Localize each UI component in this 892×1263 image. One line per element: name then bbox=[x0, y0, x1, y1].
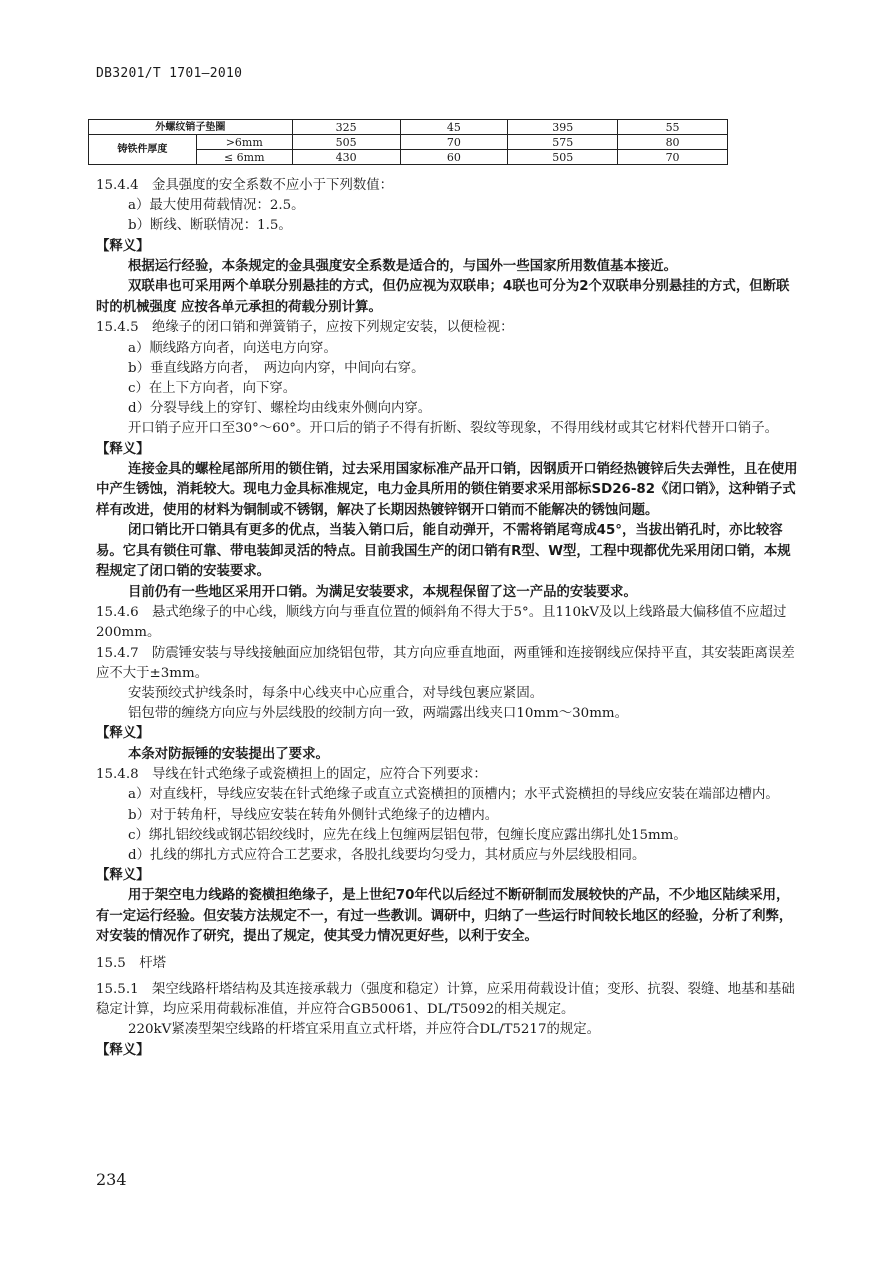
interpretation-paragraph: 本条对防振锤的安装提出了要求。 bbox=[128, 746, 329, 762]
list-item: b）断线、断联情况：1.5。 bbox=[128, 218, 292, 234]
list-item: a）对直线杆，导线应安装在针式绝缘子或直立式瓷横担的顶槽内；水平式瓷横担的导线应安装在端部边槽内。 bbox=[128, 787, 779, 803]
table-row bbox=[89, 120, 728, 135]
list-item: c）在上下方向者，向下穿。 bbox=[128, 380, 297, 396]
interpretation-paragraph: 用于架空电力线路的瓷横担绝缘子，是上世纪70年代以后经过不断研制而发展较快的产品，不少地区陆续采用，有一定运行经验。但安装方法规定不一，有过一些教训。调研中，归纳了一些运行时间较长地区的经验，分析了利弊，对安装的情况作了研究，提出了规定，使其受力情况更好些，以利于安全。 bbox=[96, 888, 793, 945]
page-number: 234 bbox=[96, 1170, 127, 1189]
interpretation-paragraph: 连接金具的螺栓尾部所用的锁住销，过去采用国家标准产品开口销，因钢质开口销经热镀锌后失去弹性，且在使用中产生锈蚀，消耗较大。现电力金具标准规定，电力金具所用的锁住销要求采用部标SD26-82《闭口销》，这种销子式样有改进，使用的材料为铜制或不锈钢，解决了长期因热镀锌钢开口销而不能解决的锈蚀问题。 bbox=[96, 461, 798, 518]
section-heading: 15.5 杆塔 bbox=[96, 955, 166, 971]
table-cell: 45 bbox=[400, 120, 508, 135]
table-cell: 70 bbox=[400, 135, 508, 150]
interpretation-tag: 【释义】 bbox=[96, 726, 150, 742]
list-item: d）扎线的绑扎方式应符合工艺要求，各股扎线要均匀受力，其材质应与外层线股相同。 bbox=[128, 847, 646, 863]
table-cell: 430 bbox=[292, 150, 400, 165]
body-paragraph: 220kV紧凑型架空线路的杆塔宜采用直立式杆塔，并应符合DL/T5217的规定。 bbox=[128, 1022, 601, 1038]
interpretation-paragraph: 根据运行经验，本条规定的金具强度安全系数是适合的，与国外一些国家所用数值基本接近。 bbox=[128, 258, 678, 274]
clause-heading: 15.4.5 绝缘子的闭口销和弹簧销子，应按下列规定安装，以便检视： bbox=[96, 320, 514, 336]
table-row bbox=[89, 135, 728, 150]
table-cell: 505 bbox=[292, 135, 400, 150]
interpretation-tag: 【释义】 bbox=[96, 441, 150, 457]
table-cell-sub: ≤ 6mm bbox=[196, 150, 292, 165]
interpretation-paragraph: 双联串也可采用两个单联分别悬挂的方式，但仍应视为双联串；4联也可分为2个双联串分别悬挂的方式，但断联时的机械强度 应按各单元承担的荷载分别计算。 bbox=[96, 279, 790, 315]
table-cell-label: 外螺纹销子垫圈 bbox=[89, 120, 293, 135]
table-cell: 505 bbox=[508, 150, 618, 165]
clause-heading: 15.4.6 悬式绝缘子的中心线，顺线方向与垂直位置的倾斜角不得大于5°。且110kV及以上线路最大偏移值不应超过200mm。 bbox=[96, 605, 787, 641]
body-paragraph: 铝包带的缠绕方向应与外层线股的绞制方向一致，两端露出线夹口10mm～30mm。 bbox=[128, 706, 628, 722]
table-cell: 55 bbox=[618, 120, 728, 135]
table-cell: 395 bbox=[508, 120, 618, 135]
interpretation-paragraph: 目前仍有一些地区采用开口销。为满足安装要求，本规程保留了这一产品的安装要求。 bbox=[128, 584, 637, 600]
list-item: c）绑扎铝绞线或钢芯铝绞线时，应先在线上包缠两层铝包带，包缠长度应露出绑扎处15mm。 bbox=[128, 827, 687, 843]
list-item: a）顺线路方向者，向送电方向穿。 bbox=[128, 340, 337, 356]
table-cell: 575 bbox=[508, 135, 618, 150]
document-id-header: DB3201/T 1701—2010 bbox=[96, 66, 243, 81]
clause-heading: 15.4.8 导线在针式绝缘子或瓷横担上的固定，应符合下列要求： bbox=[96, 767, 487, 783]
body-paragraph: 安装预绞式护线条时，每条中心线夹中心应重合，对导线包裹应紧固。 bbox=[128, 686, 544, 702]
interpretation-paragraph: 闭口销比开口销具有更多的优点，当装入销口后，能自动弹开，不需将销尾弯成45°，当拔出销孔时，亦比较容易。它具有锁住可靠、带电装卸灵活的特点。目前我国生产的闭口销有R型、W型，工程中现都优先采用闭口销，本规程规定了闭口销的安装要求。 bbox=[96, 523, 791, 580]
table-cell: 80 bbox=[618, 135, 728, 150]
table-cell: 325 bbox=[292, 120, 400, 135]
table-cell: 60 bbox=[400, 150, 508, 165]
clause-heading: 15.5.1 架空线路杆塔结构及其连接承载力（强度和稳定）计算，应采用荷载设计值；变形、抗裂、裂缝、地基和基础稳定计算，均应采用荷载标准值，并应符合GB50061、DL/T5092的相关规定。 bbox=[96, 982, 795, 1018]
table-cell-sub: >6mm bbox=[196, 135, 292, 150]
interpretation-tag: 【释义】 bbox=[96, 238, 150, 254]
body-paragraph: 开口销子应开口至30°～60°。开口后的销子不得有折断、裂纹等现象，不得用线材或其它材料代替开口销子。 bbox=[128, 421, 779, 437]
spec-table bbox=[88, 119, 728, 165]
clause-heading: 15.4.4 金具强度的安全系数不应小于下列数值： bbox=[96, 178, 394, 193]
list-item: b）对于转角杆，导线应安装在转角外侧针式绝缘子的边槽内。 bbox=[128, 807, 499, 823]
list-item: d）分裂导线上的穿钉、螺栓均由线束外侧向内穿。 bbox=[128, 401, 432, 417]
list-item: a）最大使用荷载情况：2.5。 bbox=[128, 198, 305, 214]
table-cell: 70 bbox=[618, 150, 728, 165]
clause-heading: 15.4.7 防震锤安装与导线接触面应加绕铝包带，其方向应垂直地面，两重锤和连接钢线应保持平直，其安装距离误差应不大于±3mm。 bbox=[96, 645, 795, 681]
list-item: b）垂直线路方向者， 两边向内穿，中间向右穿。 bbox=[128, 360, 425, 376]
interpretation-tag: 【释义】 bbox=[96, 868, 150, 884]
document-body bbox=[96, 176, 800, 1061]
table-cell-label: 铸铁件厚度 bbox=[89, 135, 197, 165]
interpretation-tag: 【释义】 bbox=[96, 1042, 150, 1058]
